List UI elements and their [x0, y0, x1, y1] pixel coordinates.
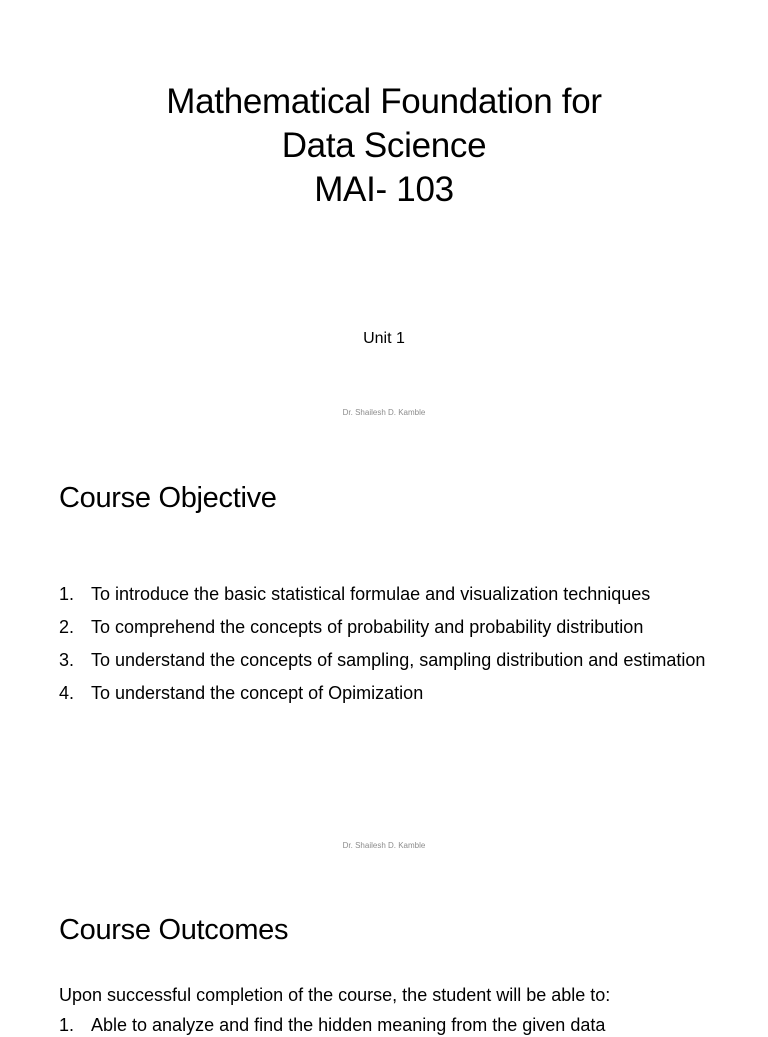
list-number: 1. — [59, 584, 75, 604]
objective-list — [59, 582, 719, 714]
list-item — [59, 1013, 719, 1037]
section-heading: Course Objective — [59, 482, 277, 514]
course-objective-slide — [0, 432, 768, 864]
list-item — [59, 582, 719, 606]
list-number: 1. — [59, 1015, 75, 1035]
list-item-text: To understand the concepts of sampling, sampling distribution and estimation — [91, 650, 706, 670]
course-outcomes-slide — [0, 864, 768, 1035]
slide-subtitle: Unit 1 — [363, 330, 405, 347]
outcomes-intro: Upon successful completion of the course, the student will be able to: — [59, 985, 611, 1005]
author-footer: Dr. Shailesh D. Kamble — [342, 408, 426, 417]
title-slide — [0, 0, 768, 432]
list-number: 3. — [59, 650, 75, 670]
list-item-text: Able to analyze and find the hidden meaning from the given data — [91, 1015, 606, 1035]
list-item — [59, 648, 719, 672]
author-footer: Dr. Shailesh D. Kamble — [342, 841, 426, 850]
title-line: Mathematical Foundation for — [166, 82, 602, 121]
list-item-text: To comprehend the concepts of probability and probability distribution — [91, 617, 644, 637]
list-item — [59, 615, 719, 639]
slide-title — [0, 80, 768, 212]
list-number: 2. — [59, 617, 75, 637]
list-item — [59, 681, 719, 705]
title-line: Data Science — [281, 126, 487, 165]
list-item-text: To introduce the basic statistical formulae and visualization techniques — [91, 584, 651, 604]
section-heading: Course Outcomes — [59, 914, 289, 946]
title-line: MAI- 103 — [314, 170, 454, 209]
list-number: 4. — [59, 683, 75, 703]
list-item-text: To understand the concept of Opimization — [91, 683, 424, 703]
